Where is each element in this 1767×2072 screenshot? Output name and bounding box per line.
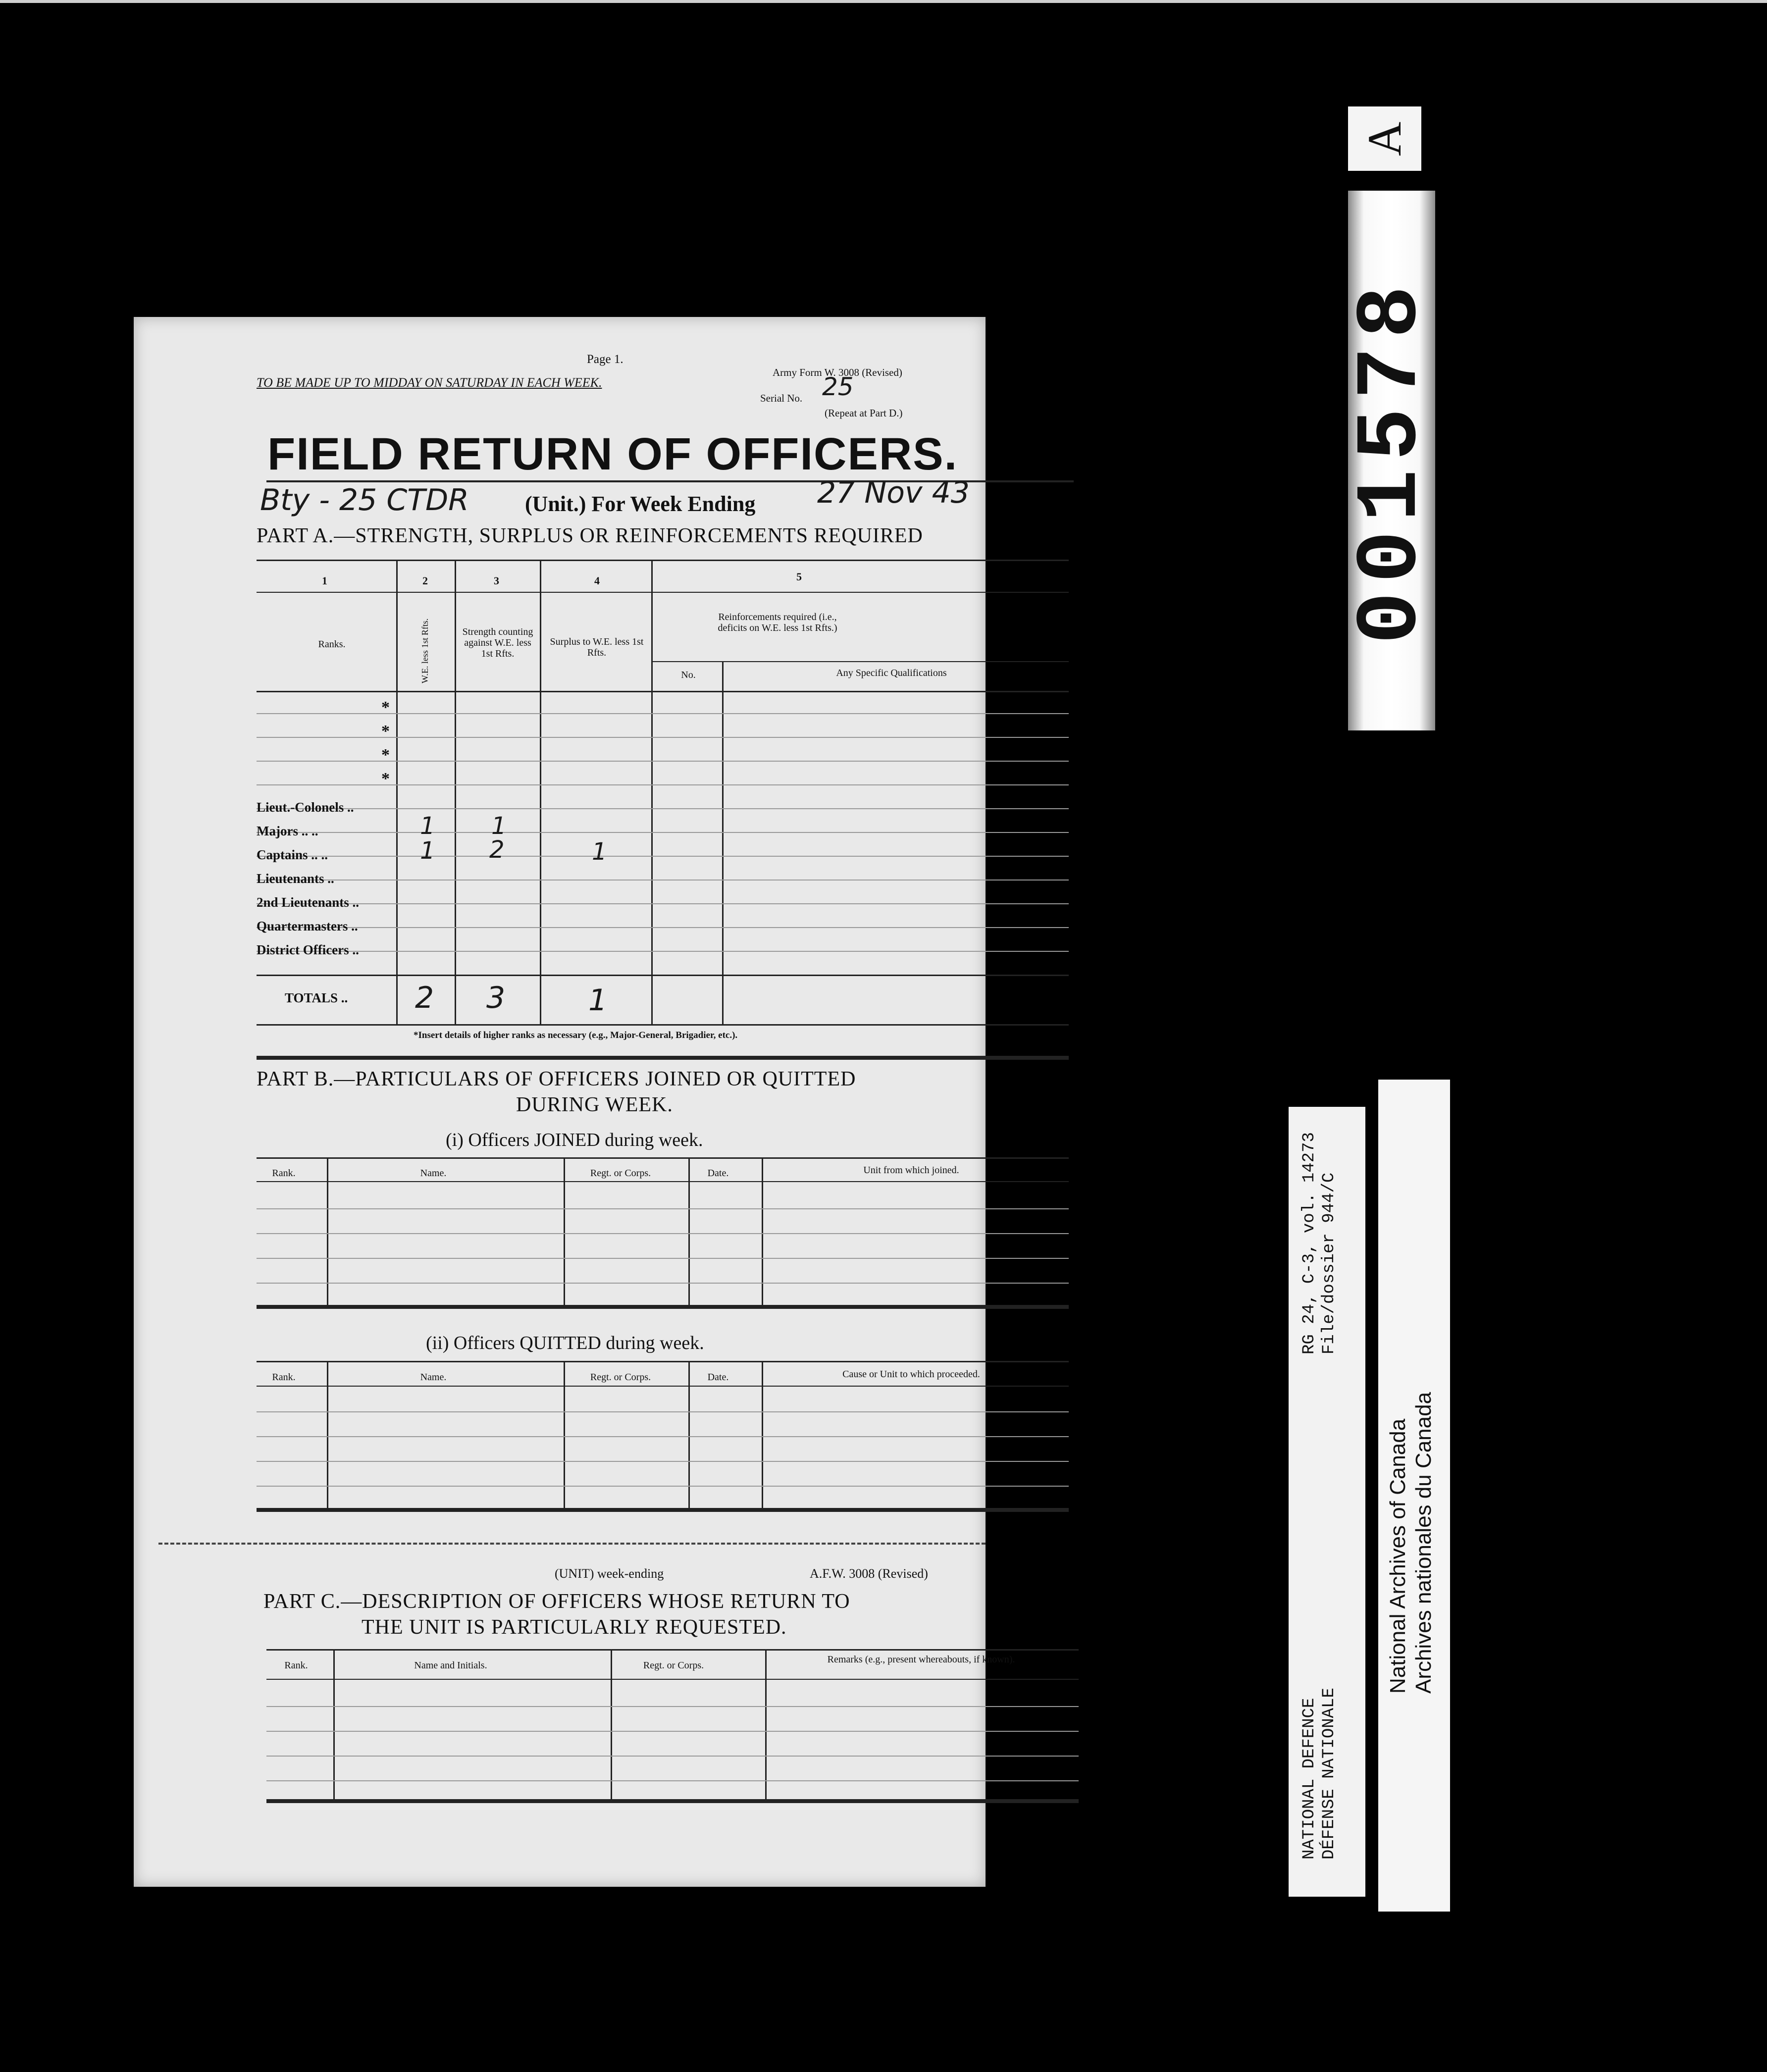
top-border: [0, 0, 1767, 3]
col-surplus-header: Surplus to W.E. less 1st Rfts.: [550, 636, 644, 658]
rank-captains: Captains .. ..: [257, 847, 328, 862]
part-c-heading-line2: THE UNIT IS PARTICULARLY REQUESTED.: [362, 1616, 787, 1639]
majors-strength-value: 1: [491, 812, 507, 840]
rank-quartermasters: Quartermasters ..: [257, 919, 358, 933]
col-qualifications-header: Any Specific Qualifications: [836, 668, 947, 678]
part-a-bottom-rule: [257, 1056, 1069, 1060]
majors-we-value: 1: [420, 812, 435, 840]
archive-name-fr: Archives nationales du Canada: [1411, 1392, 1436, 1694]
quitted-col-rank: Rank.: [272, 1372, 296, 1383]
joined-title: (i) Officers JOINED during week.: [446, 1130, 703, 1150]
col-reinforcements-header: Reinforcements required (i.e., deficits on W.E. less 1st Rfts.): [718, 612, 837, 633]
archive-name-strip: [1378, 1080, 1450, 1912]
field-return-form: [134, 317, 1015, 1887]
part-c-col-remarks: Remarks (e.g., present whereabouts, if known).: [827, 1654, 1015, 1665]
insert-star: *: [381, 770, 390, 788]
part-b-heading: PART B.—PARTICULARS OF OFFICERS JOINED OR QUITTED: [257, 1068, 856, 1090]
reel-number-label: [1342, 191, 1442, 730]
joined-col-name: Name.: [420, 1168, 447, 1179]
joined-col-rank: Rank.: [272, 1168, 296, 1179]
part-a-top-rule: [257, 560, 1069, 561]
army-form-number: Army Form W. 3008 (Revised): [773, 366, 902, 378]
reel-letter-label: [1348, 106, 1421, 171]
week-ending-handwritten: 27 Nov 43: [817, 475, 970, 510]
rank-lieutenants: Lieutenants ..: [257, 871, 334, 886]
col-number-5: 5: [796, 570, 802, 583]
archive-ref-line1: RG 24, C-3, vol. 14273: [1300, 1132, 1319, 1354]
col-we-header: W.E. less 1st Rfts.: [420, 618, 430, 683]
joined-col-unit: Unit from which joined.: [863, 1165, 959, 1176]
insert-star: *: [381, 746, 390, 764]
part-a-heading: PART A.—STRENGTH, SURPLUS OR REINFORCEMENTS REQUIRED: [257, 524, 923, 547]
insert-star: *: [381, 698, 390, 717]
perforation-line: [158, 1543, 986, 1545]
repeat-note: (Repeat at Part D.): [825, 407, 903, 419]
page-number: Page 1.: [587, 353, 624, 366]
part-c-col-regt: Regt. or Corps.: [643, 1660, 704, 1671]
rank-majors: Majors .. ..: [257, 824, 318, 838]
col-number-4: 4: [594, 574, 600, 587]
col-ranks-header: Ranks.: [318, 639, 346, 650]
part-c-afw: A.F.W. 3008 (Revised): [810, 1566, 928, 1581]
quitted-col-name: Name.: [420, 1372, 447, 1383]
part-b-heading-line2: DURING WEEK.: [516, 1093, 673, 1116]
part-c-heading: PART C.—DESCRIPTION OF OFFICERS WHOSE RETURN TO: [263, 1590, 850, 1613]
archive-dept-line1: NATIONAL DEFENCE: [1300, 1698, 1319, 1860]
serial-number-handwritten: 25: [822, 372, 854, 401]
archive-dept-line2: DÉFENSE NATIONALE: [1320, 1688, 1339, 1860]
totals-strength-value: 3: [486, 981, 506, 1015]
captains-strength-value: 2: [489, 836, 505, 864]
form-title: FIELD RETURN OF OFFICERS.: [267, 429, 958, 479]
part-c-col-rank: Rank.: [284, 1660, 308, 1671]
rank-lieut-colonels: Lieut.-Colonels ..: [257, 800, 354, 815]
part-c-col-name: Name and Initials.: [414, 1660, 487, 1671]
instruction-text: TO BE MADE UP TO MIDDAY ON SATURDAY IN EACH WEEK.: [257, 375, 602, 390]
quitted-col-date: Date.: [707, 1372, 729, 1383]
col-number-2: 2: [422, 574, 428, 587]
rank-district-officers: District Officers ..: [257, 942, 359, 957]
part-a-footnote: *Insert details of higher ranks as necessary (e.g., Major-General, Brigadier, etc.).: [414, 1030, 738, 1040]
col-number-3: 3: [494, 574, 499, 587]
col-number-1: 1: [322, 574, 327, 587]
insert-star: *: [381, 722, 390, 740]
col-no-header: No.: [681, 670, 696, 680]
joined-col-date: Date.: [707, 1168, 729, 1179]
unit-handwritten: Bty - 25 CTDR: [260, 483, 469, 518]
totals-surplus-value: 1: [588, 983, 608, 1018]
unit-label: (Unit.) For Week Ending: [525, 492, 756, 516]
archive-reference-strip: [1289, 1107, 1365, 1897]
joined-col-regt: Regt. or Corps.: [590, 1168, 651, 1179]
part-c-unit-line: (UNIT) week-ending: [555, 1566, 664, 1581]
rank-2nd-lieutenants: 2nd Lieutenants ..: [257, 895, 360, 910]
quitted-col-cause: Cause or Unit to which proceeded.: [842, 1369, 980, 1380]
col-strength-header: Strength counting against W.E. less 1st Rfts.: [462, 626, 533, 659]
captains-surplus-value: 1: [592, 838, 607, 866]
archive-ref-line2: File/dossier 944/C: [1320, 1172, 1339, 1354]
captains-we-value: 1: [420, 837, 435, 865]
totals-we-value: 2: [415, 981, 434, 1015]
totals-label: TOTALS ..: [285, 990, 348, 1005]
archive-name-en: National Archives of Canada: [1386, 1418, 1410, 1694]
reel-number: 001578: [1342, 277, 1442, 644]
quitted-title: (ii) Officers QUITTED during week.: [426, 1333, 704, 1353]
reel-letter: A: [1358, 121, 1411, 156]
serial-label: Serial No.: [760, 392, 803, 404]
quitted-col-regt: Regt. or Corps.: [590, 1372, 651, 1383]
